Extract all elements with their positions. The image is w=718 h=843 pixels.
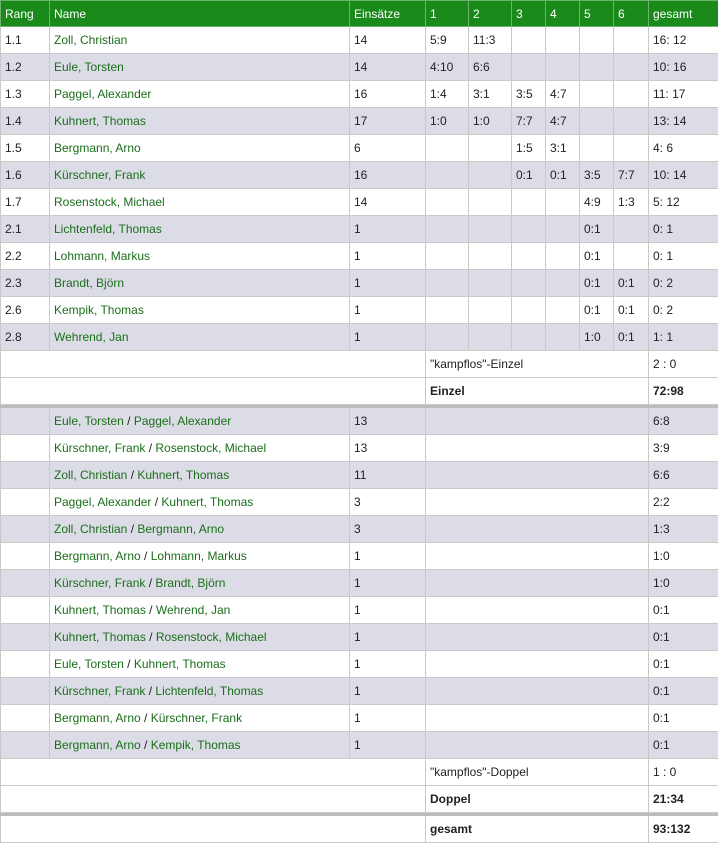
gesamt-cell: 0:1 (649, 705, 718, 732)
game-3-cell: 1:5 (512, 135, 546, 162)
rank-cell (1, 408, 50, 435)
pair-separator: / (127, 468, 137, 482)
game-5-cell (580, 27, 614, 54)
single-player-row (1, 81, 718, 108)
player-name-link[interactable]: Rosenstock, Michael (50, 189, 350, 216)
game-4-cell (546, 54, 580, 81)
game-5-cell (580, 54, 614, 81)
einsaetze-cell: 11 (350, 462, 426, 489)
pair-separator: / (124, 414, 134, 428)
einsaetze-cell: 16 (350, 81, 426, 108)
single-player-row (1, 243, 718, 270)
partner-2-link[interactable]: Wehrend, Jan (156, 603, 231, 617)
double-pair-row (1, 570, 718, 597)
double-pair-row (1, 462, 718, 489)
rank-cell (1, 705, 50, 732)
gesamt-cell: 0: 2 (649, 297, 718, 324)
double-pair-row (1, 489, 718, 516)
player-name-link[interactable]: Brandt, Björn (50, 270, 350, 297)
game-5-cell: 0:1 (580, 270, 614, 297)
games-empty-cell (426, 435, 649, 462)
game-1-cell (426, 270, 469, 297)
pair-name-cell (50, 705, 350, 732)
rank-cell (1, 435, 50, 462)
games-empty-cell (426, 462, 649, 489)
col-einsaetze[interactable]: Einsätze (350, 1, 426, 27)
einsaetze-cell: 14 (350, 189, 426, 216)
rank-cell: 1.1 (1, 27, 50, 54)
einsaetze-cell: 17 (350, 108, 426, 135)
col-rang[interactable]: Rang (1, 1, 50, 27)
einsaetze-cell: 16 (350, 162, 426, 189)
game-4-cell (546, 270, 580, 297)
doubles-total-label: Doppel (426, 786, 649, 813)
game-1-cell (426, 162, 469, 189)
gesamt-cell: 5: 12 (649, 189, 718, 216)
grand-total-row (1, 816, 718, 843)
game-5-cell: 1:0 (580, 324, 614, 351)
partner-1-link[interactable]: Bergmann, Arno (54, 738, 141, 752)
gesamt-cell: 11: 17 (649, 81, 718, 108)
einsaetze-cell: 1 (350, 678, 426, 705)
pair-separator: / (141, 549, 151, 563)
game-1-cell (426, 243, 469, 270)
rank-cell: 1.5 (1, 135, 50, 162)
partner-1-link[interactable]: Zoll, Christian (54, 468, 127, 482)
game-6-cell: 1:3 (614, 189, 649, 216)
einsaetze-cell: 1 (350, 270, 426, 297)
games-empty-cell (426, 678, 649, 705)
gesamt-cell: 1:3 (649, 516, 718, 543)
col-game-6[interactable]: 6 (614, 1, 649, 27)
einsaetze-cell: 1 (350, 297, 426, 324)
game-3-cell (512, 243, 546, 270)
rank-cell: 2.8 (1, 324, 50, 351)
gesamt-cell: 0:1 (649, 651, 718, 678)
partner-1-link[interactable]: Kürschner, Frank (54, 441, 145, 455)
games-empty-cell (426, 597, 649, 624)
single-player-row (1, 162, 718, 189)
game-4-cell: 3:1 (546, 135, 580, 162)
player-name-link[interactable]: Paggel, Alexander (50, 81, 350, 108)
pair-name-cell (50, 489, 350, 516)
game-6-cell (614, 216, 649, 243)
game-2-cell: 11:3 (469, 27, 512, 54)
pair-separator: / (124, 657, 134, 671)
pair-separator: / (146, 603, 156, 617)
game-6-cell (614, 81, 649, 108)
games-empty-cell (426, 489, 649, 516)
einsaetze-cell: 1 (350, 651, 426, 678)
games-empty-cell (426, 543, 649, 570)
single-player-row (1, 108, 718, 135)
player-name-link[interactable]: Lichtenfeld, Thomas (50, 216, 350, 243)
game-6-cell: 0:1 (614, 324, 649, 351)
pair-name-cell (50, 543, 350, 570)
double-pair-row (1, 732, 718, 759)
rank-cell (1, 570, 50, 597)
game-1-cell: 4:10 (426, 54, 469, 81)
doubles-kampflos-label: "kampflos"-Doppel (426, 759, 649, 786)
gesamt-cell: 0: 1 (649, 243, 718, 270)
rank-cell: 1.4 (1, 108, 50, 135)
gesamt-cell: 10: 16 (649, 54, 718, 81)
singles-total-value: 72:98 (649, 378, 718, 405)
game-5-cell: 0:1 (580, 297, 614, 324)
einsaetze-cell: 1 (350, 624, 426, 651)
partner-1-link[interactable]: Eule, Torsten (54, 657, 124, 671)
einsaetze-cell: 1 (350, 732, 426, 759)
empty-cell (1, 759, 426, 786)
rank-cell (1, 678, 50, 705)
empty-cell (1, 378, 426, 405)
partner-2-link[interactable]: Kuhnert, Thomas (134, 657, 226, 671)
doubles-kampflos-value: 1 : 0 (649, 759, 718, 786)
rank-cell: 2.2 (1, 243, 50, 270)
partner-1-link[interactable]: Paggel, Alexander (54, 495, 151, 509)
game-2-cell (469, 270, 512, 297)
double-pair-row (1, 543, 718, 570)
game-4-cell (546, 243, 580, 270)
einsaetze-cell: 1 (350, 543, 426, 570)
rank-cell (1, 597, 50, 624)
rank-cell: 2.6 (1, 297, 50, 324)
partner-1-link[interactable]: Kürschner, Frank (54, 576, 145, 590)
pair-separator: / (145, 441, 155, 455)
pair-separator: / (145, 576, 155, 590)
game-2-cell: 6:6 (469, 54, 512, 81)
game-2-cell (469, 135, 512, 162)
rank-cell (1, 489, 50, 516)
pair-name-cell (50, 732, 350, 759)
pair-name-cell (50, 651, 350, 678)
game-4-cell (546, 189, 580, 216)
double-pair-row (1, 678, 718, 705)
empty-cell (1, 786, 426, 813)
partner-2-link[interactable]: Rosenstock, Michael (155, 441, 266, 455)
gesamt-cell: 2:2 (649, 489, 718, 516)
game-5-cell: 3:5 (580, 162, 614, 189)
game-3-cell (512, 270, 546, 297)
rank-cell: 1.6 (1, 162, 50, 189)
game-4-cell: 4:7 (546, 108, 580, 135)
game-3-cell (512, 27, 546, 54)
double-pair-row (1, 705, 718, 732)
gesamt-cell: 3:9 (649, 435, 718, 462)
pair-name-cell (50, 462, 350, 489)
gesamt-cell: 0:1 (649, 678, 718, 705)
pair-name-cell (50, 516, 350, 543)
partner-1-link[interactable]: Zoll, Christian (54, 522, 127, 536)
game-1-cell (426, 216, 469, 243)
partner-1-link[interactable]: Bergmann, Arno (54, 549, 141, 563)
partner-2-link[interactable]: Lichtenfeld, Thomas (155, 684, 263, 698)
player-name-link[interactable]: Lohmann, Markus (50, 243, 350, 270)
single-player-row (1, 27, 718, 54)
gesamt-cell: 0: 1 (649, 216, 718, 243)
player-name-link[interactable]: Zoll, Christian (50, 27, 350, 54)
game-1-cell: 1:0 (426, 108, 469, 135)
pair-separator: / (151, 495, 161, 509)
partner-1-link[interactable]: Bergmann, Arno (54, 711, 141, 725)
games-empty-cell (426, 570, 649, 597)
game-3-cell (512, 324, 546, 351)
pair-separator: / (146, 630, 156, 644)
game-4-cell (546, 216, 580, 243)
single-player-row (1, 135, 718, 162)
einsaetze-cell: 1 (350, 243, 426, 270)
gesamt-cell: 0:1 (649, 597, 718, 624)
rank-cell (1, 732, 50, 759)
double-pair-row (1, 624, 718, 651)
col-game-3[interactable]: 3 (512, 1, 546, 27)
gesamt-cell: 0:1 (649, 732, 718, 759)
game-1-cell (426, 135, 469, 162)
games-empty-cell (426, 408, 649, 435)
col-name[interactable]: Name (50, 1, 350, 27)
gesamt-cell: 0:1 (649, 624, 718, 651)
col-game-5[interactable]: 5 (580, 1, 614, 27)
einsaetze-cell: 3 (350, 516, 426, 543)
gesamt-cell: 1:0 (649, 570, 718, 597)
game-3-cell: 7:7 (512, 108, 546, 135)
game-4-cell (546, 324, 580, 351)
doubles-total-value: 21:34 (649, 786, 718, 813)
pair-name-cell (50, 435, 350, 462)
player-name-link[interactable]: Kuhnert, Thomas (50, 108, 350, 135)
grand-total-value: 93:132 (649, 816, 718, 843)
player-name-link[interactable]: Kempik, Thomas (50, 297, 350, 324)
game-3-cell (512, 189, 546, 216)
gesamt-cell: 13: 14 (649, 108, 718, 135)
rank-cell (1, 462, 50, 489)
game-5-cell: 4:9 (580, 189, 614, 216)
game-1-cell: 5:9 (426, 27, 469, 54)
singles-kampflos-row (1, 351, 718, 378)
einsaetze-cell: 1 (350, 705, 426, 732)
games-empty-cell (426, 651, 649, 678)
game-6-cell: 0:1 (614, 270, 649, 297)
game-3-cell (512, 297, 546, 324)
game-4-cell (546, 297, 580, 324)
gesamt-cell: 4: 6 (649, 135, 718, 162)
game-5-cell (580, 108, 614, 135)
singles-kampflos-value: 2 : 0 (649, 351, 718, 378)
game-3-cell (512, 216, 546, 243)
double-pair-row (1, 516, 718, 543)
single-player-row (1, 297, 718, 324)
partner-2-link[interactable]: Kuhnert, Thomas (161, 495, 253, 509)
game-6-cell (614, 135, 649, 162)
double-pair-row (1, 597, 718, 624)
einsaetze-cell: 1 (350, 597, 426, 624)
rank-cell (1, 624, 50, 651)
einsaetze-cell: 1 (350, 216, 426, 243)
single-player-row (1, 270, 718, 297)
game-1-cell (426, 189, 469, 216)
empty-cell (1, 816, 426, 843)
game-5-cell (580, 81, 614, 108)
gesamt-cell: 1: 1 (649, 324, 718, 351)
game-1-cell (426, 297, 469, 324)
rank-cell (1, 651, 50, 678)
game-2-cell (469, 162, 512, 189)
game-2-cell (469, 324, 512, 351)
partner-2-link[interactable]: Bergmann, Arno (137, 522, 224, 536)
partner-2-link[interactable]: Rosenstock, Michael (156, 630, 267, 644)
partner-2-link[interactable]: Brandt, Björn (155, 576, 225, 590)
game-6-cell: 0:1 (614, 297, 649, 324)
col-game-1[interactable]: 1 (426, 1, 469, 27)
games-empty-cell (426, 624, 649, 651)
game-3-cell: 3:5 (512, 81, 546, 108)
double-pair-row (1, 435, 718, 462)
gesamt-cell: 1:0 (649, 543, 718, 570)
pair-separator: / (141, 711, 151, 725)
partner-1-link[interactable]: Kürschner, Frank (54, 684, 145, 698)
header-row (1, 1, 718, 27)
einsaetze-cell: 1 (350, 324, 426, 351)
gesamt-cell: 10: 14 (649, 162, 718, 189)
game-6-cell: 7:7 (614, 162, 649, 189)
game-4-cell (546, 27, 580, 54)
single-player-row (1, 324, 718, 351)
partner-2-link[interactable]: Kuhnert, Thomas (137, 468, 229, 482)
gesamt-cell: 6:6 (649, 462, 718, 489)
game-3-cell: 0:1 (512, 162, 546, 189)
gesamt-cell: 0: 2 (649, 270, 718, 297)
pair-separator: / (141, 738, 151, 752)
game-2-cell (469, 243, 512, 270)
rank-cell: 1.2 (1, 54, 50, 81)
game-2-cell (469, 216, 512, 243)
einsaetze-cell: 3 (350, 489, 426, 516)
gesamt-cell: 6:8 (649, 408, 718, 435)
double-pair-row (1, 651, 718, 678)
einsaetze-cell: 14 (350, 54, 426, 81)
game-2-cell (469, 189, 512, 216)
game-2-cell: 1:0 (469, 108, 512, 135)
game-6-cell (614, 243, 649, 270)
pair-name-cell (50, 678, 350, 705)
einsaetze-cell: 13 (350, 408, 426, 435)
games-empty-cell (426, 516, 649, 543)
doubles-total-row (1, 786, 718, 813)
col-game-2[interactable]: 2 (469, 1, 512, 27)
double-pair-row (1, 408, 718, 435)
rank-cell (1, 543, 50, 570)
stats-body (1, 27, 718, 843)
single-player-row (1, 189, 718, 216)
empty-cell (1, 351, 426, 378)
player-name-link[interactable]: Wehrend, Jan (50, 324, 350, 351)
grand-total-label: gesamt (426, 816, 649, 843)
gesamt-cell: 16: 12 (649, 27, 718, 54)
rank-cell (1, 516, 50, 543)
singles-total-label: Einzel (426, 378, 649, 405)
einsaetze-cell: 14 (350, 27, 426, 54)
game-5-cell (580, 135, 614, 162)
pair-separator: / (127, 522, 137, 536)
games-empty-cell (426, 732, 649, 759)
einsaetze-cell: 13 (350, 435, 426, 462)
col-gesamt[interactable]: gesamt (649, 1, 718, 27)
partner-1-link[interactable]: Kuhnert, Thomas (54, 603, 146, 617)
single-player-row (1, 54, 718, 81)
game-4-cell: 4:7 (546, 81, 580, 108)
games-empty-cell (426, 705, 649, 732)
einsaetze-cell: 6 (350, 135, 426, 162)
rank-cell: 1.7 (1, 189, 50, 216)
game-1-cell: 1:4 (426, 81, 469, 108)
rank-cell: 2.1 (1, 216, 50, 243)
partner-2-link[interactable]: Paggel, Alexander (134, 414, 231, 428)
player-name-link[interactable]: Kürschner, Frank (50, 162, 350, 189)
doubles-kampflos-row (1, 759, 718, 786)
pair-separator: / (145, 684, 155, 698)
partner-2-link[interactable]: Lohmann, Markus (151, 549, 247, 563)
partner-2-link[interactable]: Kürschner, Frank (151, 711, 242, 725)
game-5-cell: 0:1 (580, 216, 614, 243)
singles-kampflos-label: "kampflos"-Einzel (426, 351, 649, 378)
game-6-cell (614, 54, 649, 81)
partner-2-link[interactable]: Kempik, Thomas (151, 738, 241, 752)
pair-name-cell (50, 597, 350, 624)
game-4-cell: 0:1 (546, 162, 580, 189)
game-6-cell (614, 27, 649, 54)
einsaetze-cell: 1 (350, 570, 426, 597)
singles-total-row (1, 378, 718, 405)
col-game-4[interactable]: 4 (546, 1, 580, 27)
game-6-cell (614, 108, 649, 135)
rank-cell: 2.3 (1, 270, 50, 297)
pair-name-cell (50, 408, 350, 435)
game-2-cell: 3:1 (469, 81, 512, 108)
pair-name-cell (50, 624, 350, 651)
partner-1-link[interactable]: Kuhnert, Thomas (54, 630, 146, 644)
game-2-cell (469, 297, 512, 324)
rank-cell: 1.3 (1, 81, 50, 108)
game-5-cell: 0:1 (580, 243, 614, 270)
single-player-row (1, 216, 718, 243)
pair-name-cell (50, 570, 350, 597)
player-name-link[interactable]: Eule, Torsten (50, 54, 350, 81)
game-3-cell (512, 54, 546, 81)
partner-1-link[interactable]: Eule, Torsten (54, 414, 124, 428)
player-name-link[interactable]: Bergmann, Arno (50, 135, 350, 162)
game-1-cell (426, 324, 469, 351)
